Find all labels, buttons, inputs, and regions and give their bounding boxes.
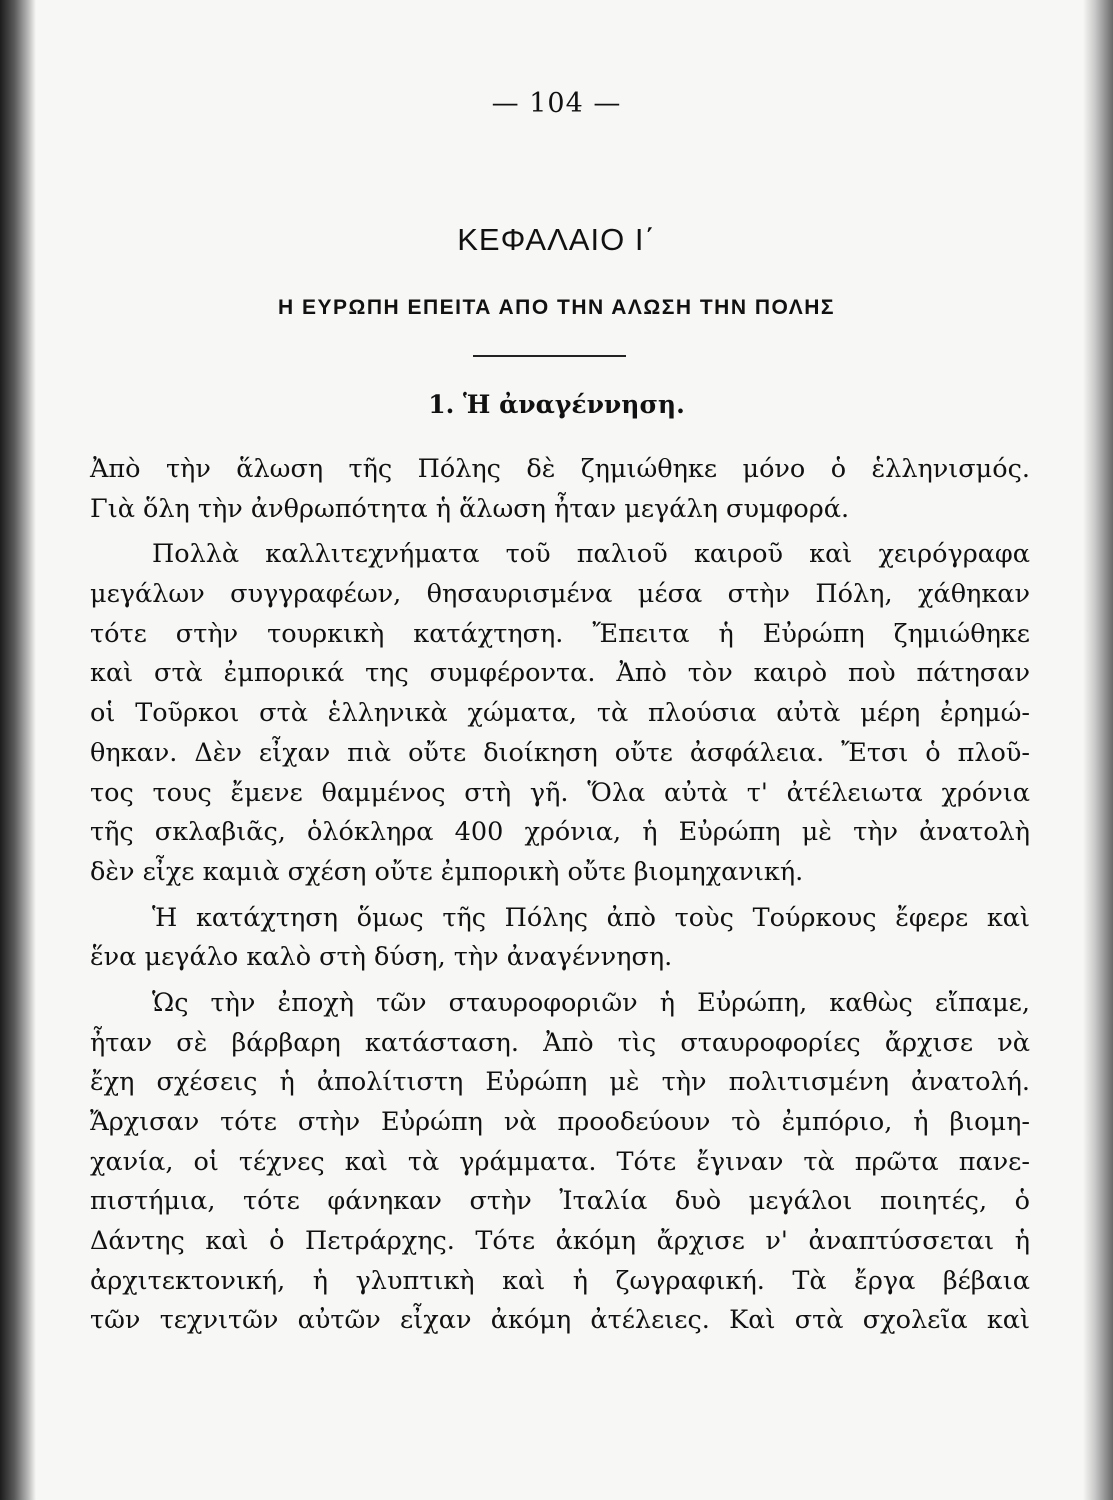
text-line: θηκαν. Δὲν εἶχαν πιὰ οὔτε διοίκηση οὔτε ἀσφάλεια. Ἔτσι ὁ πλοῦ- (90, 737, 1030, 768)
text-line: Ὡς τὴν ἐποχὴ τῶν σταυροφοριῶν ἡ Εὐρώπη, καθὼς εἴπαμε, (152, 987, 1030, 1018)
section-heading: 1. Ἡ ἀναγέννηση. (428, 390, 685, 419)
body-text (90, 450, 1030, 1341)
title-divider (473, 355, 626, 357)
text-line: ἀρχιτεκτονική, ἡ γλυπτικὴ καὶ ἡ ζωγραφική. Τὰ ἔργα βέβαια (90, 1265, 1030, 1296)
text-line: ἔχη σχέσεις ἡ ἀπολίτιστη Εὐρώπη μὲ τὴν πολιτισμένη ἀνατολή. (90, 1067, 1030, 1098)
text-line: ἦταν σὲ βάρβαρη κατάσταση. Ἀπὸ τὶς σταυροφορίες ἄρχισε νὰ (90, 1027, 1030, 1058)
text-line: ἕνα μεγάλο καλὸ στὴ δύση, τὴν ἀναγέννηση. (90, 942, 673, 973)
chapter-subtitle: Η ΕΥΡΩΠΗ ΕΠΕΙΤΑ ΑΠΟ ΤΗΝ ΑΛΩΣΗ ΤΗΝ ΠΟΛΗΣ (277, 296, 836, 319)
chapter-title: ΚΕΦΑΛΑΙΟ Ι΄ (457, 222, 656, 257)
text-line: τος τους ἔμενε θαμμένος στὴ γῆ. Ὅλα αὐτὰ τ' ἀτέλειωτα χρόνια (90, 777, 1030, 808)
text-line: μεγάλων συγγραφέων, θησαυρισμένα μέσα στὴν Πόλη, χάθηκαν (90, 579, 1030, 610)
text-line: Πολλὰ καλλιτεχνήματα τοῦ παλιοῦ καιροῦ καὶ χειρόγραφα (152, 539, 1030, 570)
text-line: τῶν τεχνιτῶν αὐτῶν εἶχαν ἀκόμη ἀτέλειες. Καὶ στὰ σχολεῖα καὶ (90, 1305, 1030, 1336)
text-line: οἱ Τοῦρκοι στὰ ἑλληνικὰ χώματα, τὰ πλούσια αὐτὰ μέρη ἐρημώ- (90, 698, 1030, 729)
text-line: Ἡ κατάχτηση ὅμως τῆς Πόλης ἀπὸ τοὺς Τούρκους ἔφερε καὶ (152, 902, 1030, 933)
text-line: τότε στὴν τουρκικὴ κατάχτηση. Ἔπειτα ἡ Εὐρώπη ζημιώθηκε (90, 618, 1030, 649)
text-line: Ἀπὸ τὴν ἅλωση τῆς Πόλης δὲ ζημιώθηκε μόνο ὁ ἑλληνισμός. (90, 454, 1030, 484)
text-line: Ἄρχισαν τότε στὴν Εὐρώπη νὰ προοδεύουν τὸ ἐμπόριο, ἡ βιομη- (90, 1107, 1030, 1137)
text-line: πιστήμια, τότε φάνηκαν στὴν Ἰταλία δυὸ μεγάλοι ποιητές, ὁ (90, 1186, 1030, 1217)
text-line: καὶ στὰ ἐμπορικά της συμφέροντα. Ἀπὸ τὸν καιρὸ ποὺ πάτησαν (90, 658, 1030, 689)
text-line: τῆς σκλαβιᾶς, ὁλόκληρα 400 χρόνια, ἡ Εὐρώπη μὲ τὴν ἀνατολὴ (90, 817, 1030, 848)
text-line: Γιὰ ὅλη τὴν ἀνθρωπότητα ἡ ἅλωση ἦταν μεγάλη συμφορά. (90, 493, 850, 524)
page-number: — 104 — (491, 88, 622, 119)
text-line: Δάντης καὶ ὁ Πετράρχης. Τότε ἀκόμη ἄρχισε ν' ἀναπτύσσεται ἡ (90, 1226, 1030, 1257)
text-line: δὲν εἶχε καμιὰ σχέση οὔτε ἐμπορικὴ οὔτε βιομηχανική. (90, 856, 804, 887)
text-line: χανία, οἱ τέχνες καὶ τὰ γράμματα. Τότε ἔγιναν τὰ πρῶτα πανε- (90, 1146, 1030, 1177)
